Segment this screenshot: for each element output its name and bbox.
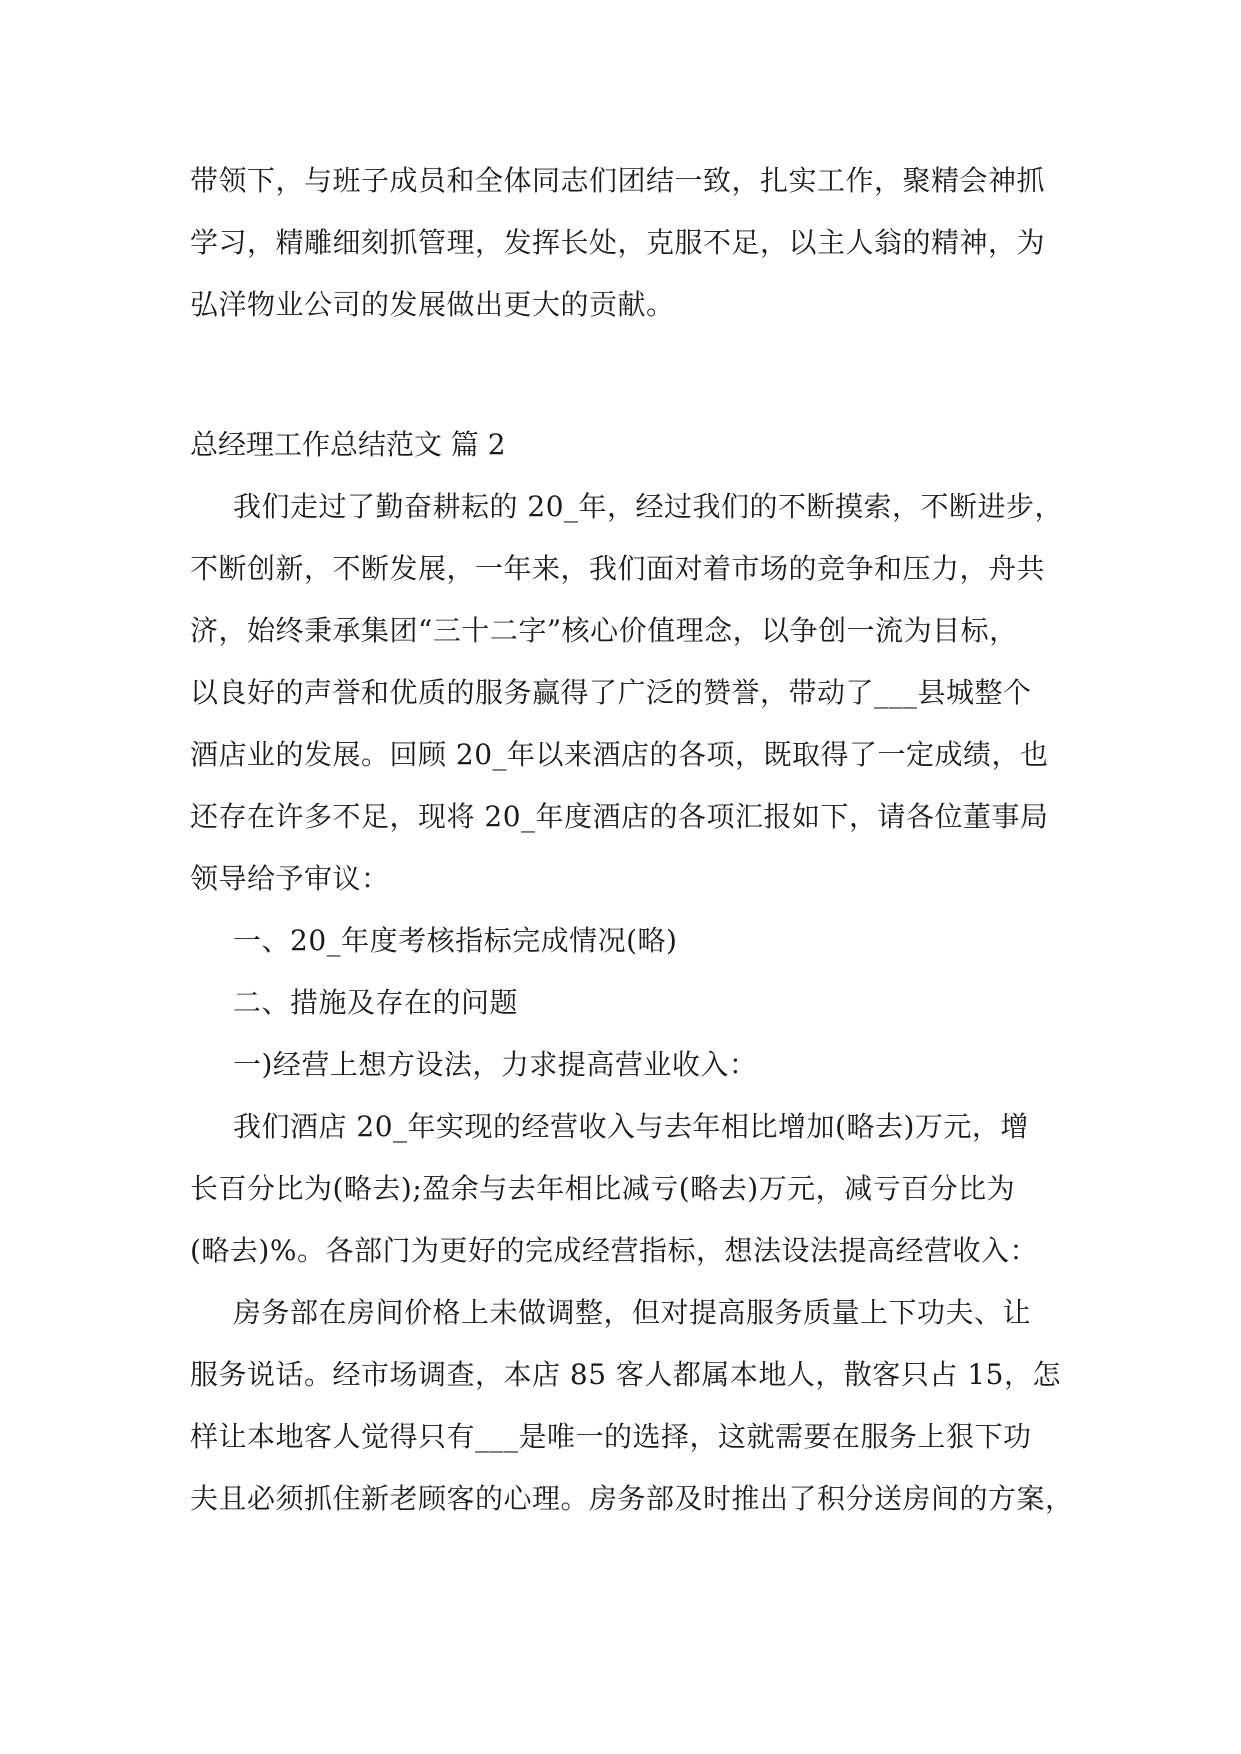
text-line: 一)经营上想方设法，力求提高营业收入： (233, 1048, 758, 1081)
text-line: 还存在许多不足，现将 20_年度酒店的各项汇报如下，请各位董事局 (190, 800, 1049, 833)
text-line: 样让本地客人觉得只有___是唯一的选择，这就需要在服务上狠下功 (190, 1420, 1032, 1453)
paragraph-closing (190, 150, 1060, 336)
text-line: 以良好的声誉和优质的服务赢得了广泛的赞誉，带动了___县城整个 (190, 676, 1032, 709)
text-line: 弘洋物业公司的发展做出更大的贡献。 (190, 288, 675, 321)
text-line: 领导给予审议： (190, 862, 390, 895)
text-line: 夫且必须抓住新老顾客的心理。房务部及时推出了积分送房间的方案， (190, 1482, 1074, 1515)
text-line: 不断创新，不断发展，一年来，我们面对着市场的竞争和压力，舟共 (190, 552, 1046, 585)
text-line: 我们走过了勤奋耕耘的 20_年，经过我们的不断摸索，不断进步， (233, 490, 1064, 523)
text-line: 学习，精雕细刻抓管理，发挥长处，克服不足，以主人翁的精神，为 (190, 226, 1046, 259)
section-body (190, 476, 1074, 1530)
text-line: 服务说话。经市场调查，本店 85 客人都属本地人，散客只占 15，怎 (190, 1358, 1061, 1391)
text-line: (略去)%。各部门为更好的完成经营指标，想法设法提高经营收入： (190, 1234, 1038, 1267)
text-line: 长百分比为(略去);盈余与去年相比减亏(略去)万元，减亏百分比为 (190, 1172, 1016, 1205)
text-line: 房务部在房间价格上未做调整，但对提高服务质量上下功夫、让 (233, 1296, 1032, 1329)
text-line: 带领下，与班子成员和全体同志们团结一致，扎实工作，聚精会神抓 (190, 164, 1046, 197)
section-heading: 总经理工作总结范文 篇 2 (190, 428, 506, 461)
text-line: 二、措施及存在的问题 (233, 986, 519, 1019)
text-line: 酒店业的发展。回顾 20_年以来酒店的各项，既取得了一定成绩，也 (190, 738, 1049, 771)
text-line: 一、20_年度考核指标完成情况(略) (233, 924, 678, 957)
text-line: 我们酒店 20_年实现的经营收入与去年相比增加(略去)万元，增 (233, 1110, 1029, 1143)
text-line: 济，始终秉承集团“三十二字”核心价值理念，以争创一流为目标， (190, 614, 1018, 647)
